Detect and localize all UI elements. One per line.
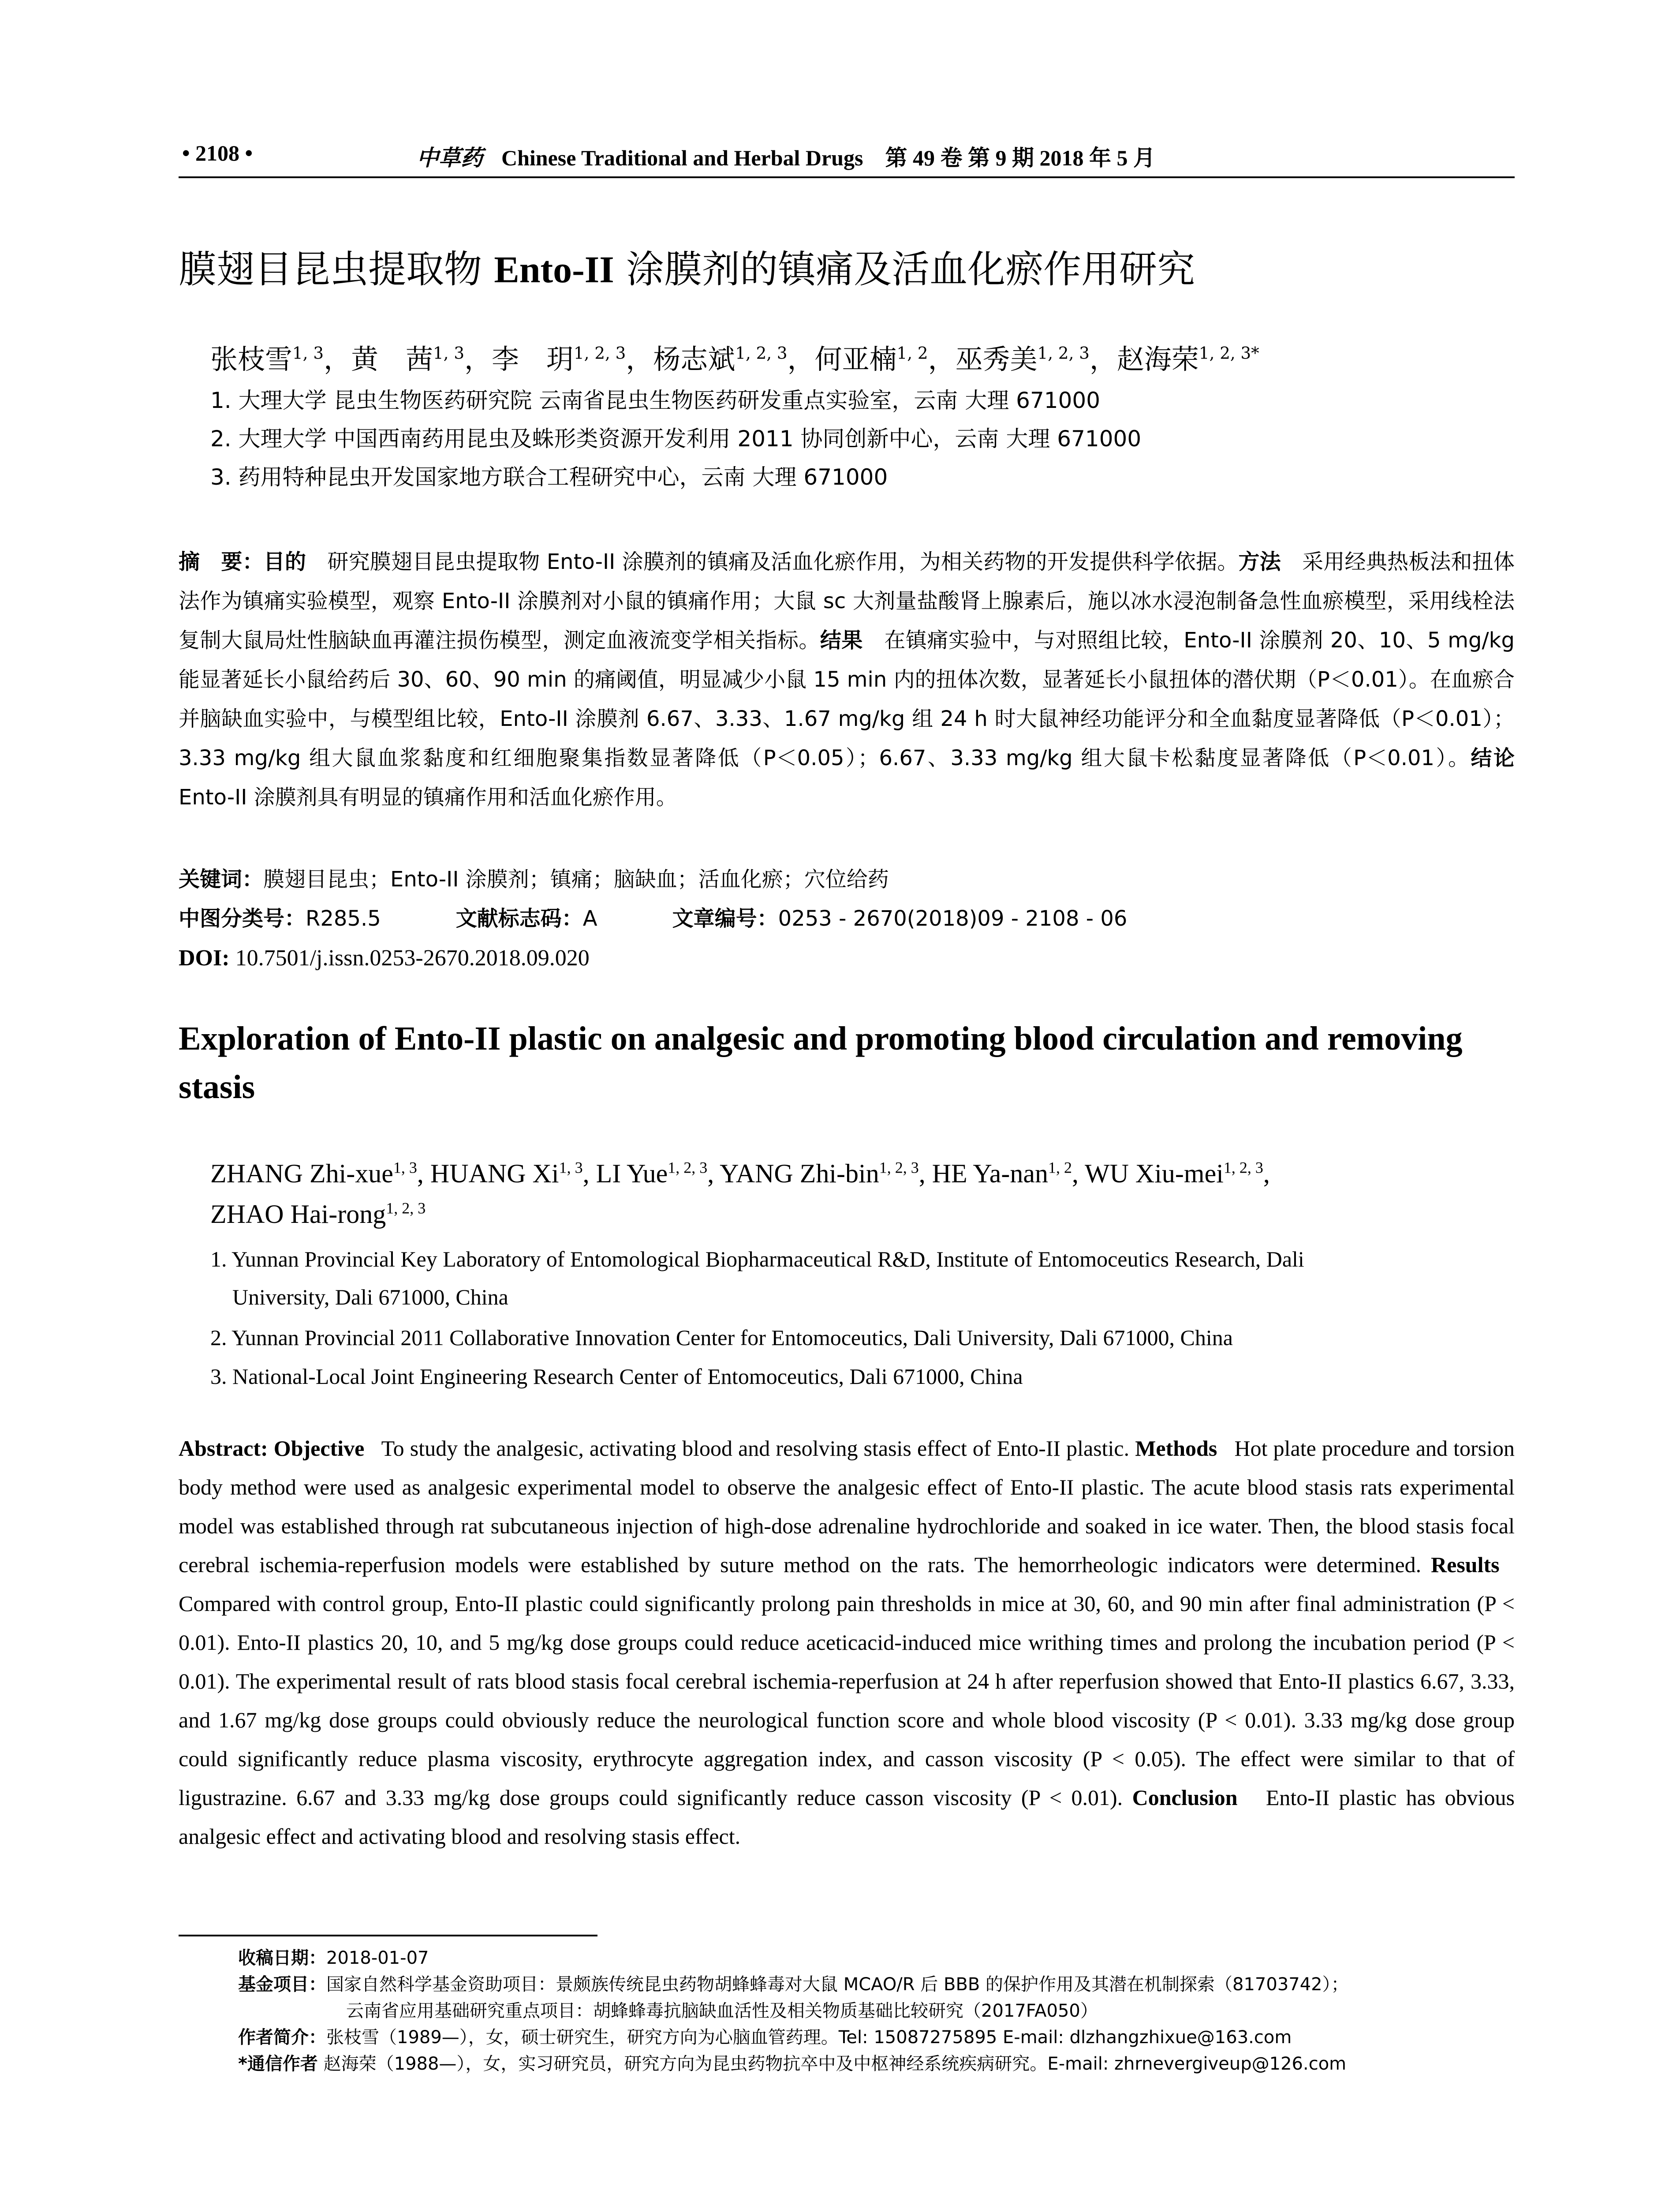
page-number: • 2108 •: [182, 141, 253, 165]
chinese-authors: [210, 340, 1259, 379]
author: YANG Zhi-bin$^{1, 2, 3}$,: [720, 1159, 932, 1188]
author: 何亚楠$^{1, 2}$，: [814, 343, 956, 375]
author: 巫秀美$^{1, 2, 3}$，: [955, 343, 1117, 375]
footnote-author: 作者简介：张枝雪（1989—），女，硕士研究生，研究方向为心脑血管药理。Tel: 15087275895 E-mail: dlzhangzhixue@163.com: [238, 2027, 1292, 2048]
chinese-affiliation-2: 2. 大理大学 中国西南药用昆虫及蛛形类资源开发利用 2011 协同创新中心，云南 大理 671000: [210, 426, 1142, 452]
author: 李 玥$^{1, 2, 3}$，: [492, 343, 653, 375]
chinese-title-part3: 涂膜剂的镇痛及活血化瘀作用研究: [614, 247, 1195, 292]
footnote-corresponding: *通信作者 赵海荣（1988—），女，实习研究员，研究方向为昆虫药物抗卒中及中枢神经系统疾病研究。E-mail: zhrnevergiveup@126.com: [238, 2054, 1347, 2074]
english-abstract: Abstract: Objective To study the analgesic, activating blood and resolving stasis effect of Ento-II plastic. Methods Hot plate procedure and torsion body method were used as analgesic experimental model to observe the analgesic effect of Ento-II plastic. The acute blood stasis rats experimental model was established through rat subcutaneous injection of high-dose adrenaline hydrochloride and soaked in ice water. Then, the blood stasis focal cerebral ischemia-reperfusion models were established by suture method on the rats. The hemorrheologic indicators were determined. Results Compared with control group, Ento-II plastic could significantly prolong pain thresholds in mice at 30, 60, and 90 min after final administration (P < 0.01). Ento-II plastics 20, 10, and 5 mg/kg dose groups could reduce aceticacid-induced mice writhing times and prolong the incubation period (P < 0.01). The experimental result of rats blood stasis focal cerebral ischemia-reperfusion at 24 h after reperfusion showed that Ento-II plastics 6.67, 3.33, and 1.67 mg/kg dose groups could obviously reduce the neurological function score and whole blood viscosity (P < 0.01). 3.33 mg/kg dose group could significantly reduce plasma viscosity, erythrocyte aggregation index, and casson viscosity (P < 0.05). The effect were similar to that of ligustrazine. 6.67 and 3.33 mg/kg dose groups could significantly reduce casson viscosity (P < 0.01). Conclusion Ento-II plastic has obvious analgesic effect and activating blood and resolving stasis effect.: [179, 1436, 1515, 1849]
keywords: 关键词：膜翅目昆虫；Ento-II 涂膜剂；镇痛；脑缺血；活血化瘀；穴位给药: [179, 867, 889, 892]
english-affiliation-2: 2. Yunnan Provincial 2011 Collaborative Innovation Center for Entomoceutics, Dali University, Dali 671000, China: [210, 1325, 1233, 1350]
chinese-affiliation-3: 3. 药用特种昆虫开发国家地方联合工程研究中心，云南 大理 671000: [210, 464, 888, 490]
classification-line: 中图分类号：R285.5 文献标志码：A 文章编号：0253 - 2670(2018)09 - 2108 - 06: [179, 906, 1127, 931]
journal-name: [417, 140, 1155, 172]
author: ZHAO Hai-rong$^{1, 2, 3}$: [210, 1199, 426, 1229]
chinese-title-part2: Ento-II: [494, 248, 614, 291]
header-rule: [179, 176, 1515, 178]
author: HE Ya-nan$^{1, 2}$,: [932, 1159, 1085, 1188]
english-affiliation-1: 1. Yunnan Provincial Key Laboratory of Entomological Biopharmaceutical R&D, Institute of Entomoceutics Research, Dali University, Dali 671000, China: [210, 1247, 1304, 1309]
chinese-abstract: 摘 要：目的 研究膜翅目昆虫提取物 Ento-II 涂膜剂的镇痛及活血化瘀作用，为相关药物的开发提供科学依据。方法 采用经典热板法和扭体法作为镇痛实验模型，观察 Ento-II 涂膜剂对小鼠的镇痛作用；大鼠 sc 大剂量盐酸肾上腺素后，施以冰水浸泡制备急性血瘀模型，采用线栓法复制大鼠局灶性脑缺血再灌注损伤模型，测定血液流变学相关指标。结果 在镇痛实验中，与对照组比较，Ento-II 涂膜剂 20、10、5 mg/kg 能显著延长小鼠给药后 30、60、90 min 的痛阈值，明显减少小鼠 15 min 内的扭体次数，显著延长小鼠扭体的潜伏期（P＜0.01）。在血瘀合并脑缺血实验中，与模型组比较，Ento-II 涂膜剂 6.67、3.33、1.67 mg/kg 组 24 h 时大鼠神经功能评分和全血黏度显著降低（P＜0.01）；3.33 mg/kg 组大鼠血浆黏度和红细胞聚集指数显著降低（P＜0.05）；6.67、3.33 mg/kg 组大鼠卡松黏度显著降低（P＜0.01）。结论 Ento-II 涂膜剂具有明显的镇痛作用和活血化瘀作用。: [179, 549, 1515, 810]
author: 黄 茜$^{1, 3}$，: [351, 343, 492, 375]
chinese-affiliation-1: 1. 大理大学 昆虫生物医药研究院 云南省昆虫生物医药研发重点实验室，云南 大理 671000: [210, 388, 1101, 413]
running-header: [179, 140, 1515, 174]
author: HUANG Xi$^{1, 3}$,: [430, 1159, 596, 1188]
author: 张枝雪$^{1, 3}$，: [210, 343, 351, 375]
journal-logo: 中草药: [417, 145, 483, 171]
chinese-title-part1: 膜翅目昆虫提取物: [179, 247, 494, 292]
footnote-rule: [179, 1935, 597, 1936]
author: WU Xiu-mei$^{1, 2, 3}$,: [1084, 1159, 1270, 1188]
author: 赵海荣$^{1, 2, 3*}$: [1116, 343, 1259, 375]
author: LI Yue$^{1, 2, 3}$,: [596, 1159, 720, 1188]
english-title: Exploration of Ento-II plastic on analgesic and promoting blood circulation and removing stasis: [179, 1020, 1463, 1106]
footnote-fund: 基金项目：国家自然科学基金资助项目：景颇族传统昆虫药物胡蜂蜂毒对大鼠 MCAO/R 后 BBB 的保护作用及其潜在机制探索（81703742）；: [238, 1974, 1349, 1995]
footnote-received: 收稿日期：2018-01-07: [238, 1948, 429, 1968]
author: 杨志斌$^{1, 2, 3}$，: [653, 343, 815, 375]
english-affiliation-3: 3. National-Local Joint Engineering Research Center of Entomoceutics, Dali 671000, China: [210, 1364, 1023, 1389]
journal-info: Chinese Traditional and Herbal Drugs 第 49 卷 第 9 期 2018 年 5 月: [501, 146, 1155, 170]
chinese-title: [179, 245, 1195, 294]
english-authors: [210, 1153, 1511, 1234]
footnote-fund-2: 云南省应用基础研究重点项目：胡蜂蜂毒抗脑缺血活性及相关物质基础比较研究（2017FA050）: [346, 2001, 1098, 2021]
doi-line: DOI: 10.7501/j.issn.0253-2670.2018.09.020: [179, 946, 590, 971]
author: ZHANG Zhi-xue$^{1, 3}$,: [210, 1159, 430, 1188]
